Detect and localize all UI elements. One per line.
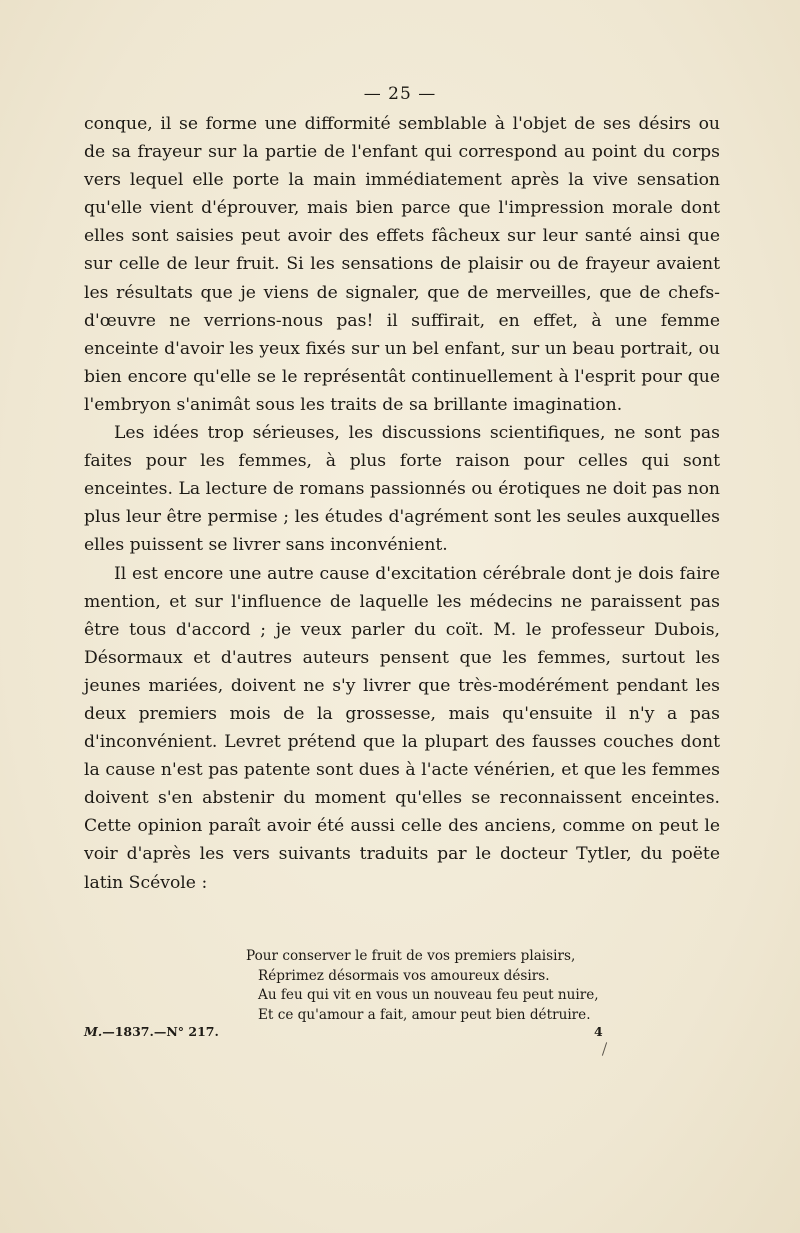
signature-letter: M. xyxy=(84,1024,103,1039)
poem-quotation xyxy=(246,947,599,1025)
sheet-number: 4 xyxy=(594,1024,603,1039)
printer-signature xyxy=(84,1024,604,1039)
signature-issue: —1837.—N° 217. xyxy=(102,1024,219,1039)
paragraph-1: conque, il se forme une difformité semblable à l'objet de ses désirs ou de sa frayeur sur la partie de l'enfant qui correspond au point du corps vers lequel elle porte la main immédiatement après la vive sensation qu'elle vient d'éprouver, mais bien parce que l'impression morale dont elles sont saisies peut avoir des effets fâcheux sur leur santé ainsi que sur celle de leur fruit. Si les sensations de plaisir ou de frayeur avaient les résultats que je viens de signaler, que de merveilles, que de chefs-d'œuvre ne verrions-nous pas! il suffirait, en effet, à une femme enceinte d'avoir les yeux fixés sur un bel enfant, sur un beau portrait, ou bien encore qu'elle se le représentât continuellement à l'esprit pour que l'embryon s'animât sous les traits de sa brillante imagination. xyxy=(84,114,720,415)
ink-stroke xyxy=(602,1042,607,1056)
body-text xyxy=(84,110,720,897)
poem-line-2: Réprimez désormais vos amoureux désirs. xyxy=(258,967,550,984)
poem-line-4: Et ce qu'amour a fait, amour peut bien détruire. xyxy=(258,1006,591,1023)
poem-line-1: Pour conserver le fruit de vos premiers plaisirs, xyxy=(246,948,576,964)
paragraph-2: Les idées trop sérieuses, les discussions scientifiques, ne sont pas faites pour les femmes, à plus forte raison pour celles qui sont enceintes. La lecture de romans passionnés ou érotiques ne doit pas non plus leur être permise ; les études d'agrément sont les seules auxquelles elles puissent se livrer sans inconvénient. xyxy=(84,423,720,556)
page-number: — 25 — xyxy=(363,84,437,104)
poem-line-3: Au feu qui vit en vous un nouveau feu peut nuire, xyxy=(258,987,599,1004)
paragraph-3: Il est encore une autre cause d'excitation cérébrale dont je dois faire mention, et sur l'influence de laquelle les médecins ne paraissent pas être tous d'accord ; je veux parler du coït. M. le professeur Dubois, Désormaux et d'autres auteurs pensent que les femmes, surtout les jeunes mariées, doivent ne s'y livrer que très-modérément pendant les deux premiers mois de la grossesse, mais qu'ensuite il n'y a pas d'inconvénient. Levret prétend que la plupart des fausses couches dont la cause n'est pas patente sont dues à l'acte vénérien, et que les femmes doivent s'en abstenir du moment qu'elles se reconnaissent enceintes. Cette opinion paraît avoir été aussi celle des anciens, comme on peut le voir d'après les vers suivants traduits par le docteur Tytler, du poëte latin Scévole : xyxy=(84,563,720,893)
